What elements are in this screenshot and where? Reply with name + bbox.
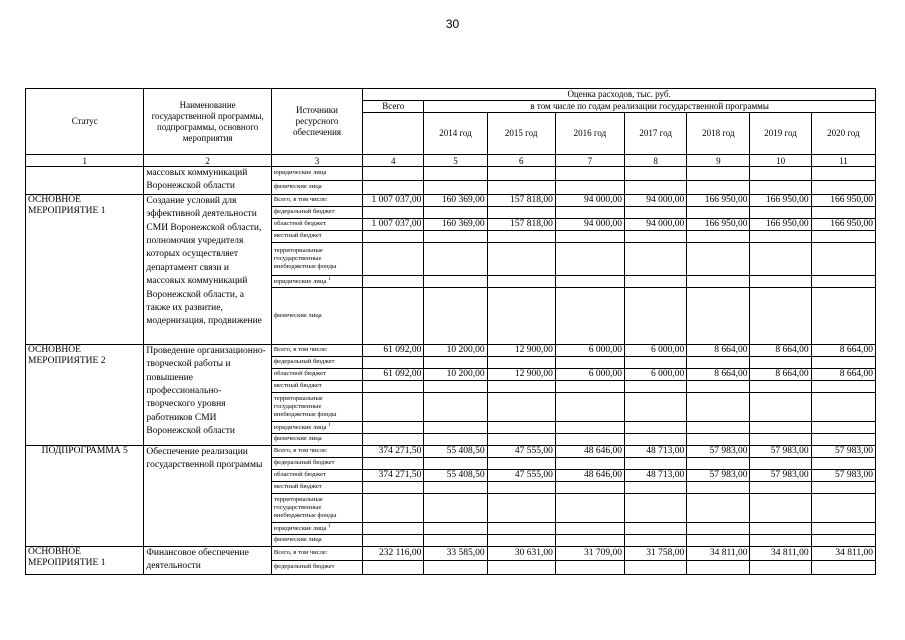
value-cell bbox=[750, 287, 811, 344]
value-cell bbox=[687, 275, 750, 287]
value-cell: 8 664,00 bbox=[687, 368, 750, 380]
value-cell bbox=[424, 380, 487, 392]
value-cell bbox=[555, 522, 624, 534]
value-cell bbox=[555, 230, 624, 242]
header-year-2018: 2018 год bbox=[687, 113, 750, 155]
value-cell bbox=[363, 230, 424, 242]
value-cell: 160 369,00 bbox=[424, 218, 487, 230]
value-cell bbox=[625, 380, 687, 392]
value-cell bbox=[487, 206, 555, 218]
value-cell bbox=[625, 392, 687, 421]
value-cell bbox=[424, 167, 487, 181]
value-cell bbox=[487, 493, 555, 522]
status-cell: ОСНОВНОЕ МЕРОПРИЯТИЕ 1 bbox=[26, 546, 144, 574]
value-cell bbox=[750, 534, 811, 546]
value-cell: 55 408,50 bbox=[424, 469, 487, 481]
col-number: 2 bbox=[144, 155, 271, 167]
value-cell bbox=[555, 421, 624, 433]
value-cell bbox=[811, 433, 875, 445]
value-cell bbox=[750, 242, 811, 275]
value-cell bbox=[687, 242, 750, 275]
source-label: местный бюджет bbox=[271, 230, 362, 242]
value-cell: 33 585,00 bbox=[424, 546, 487, 560]
value-cell bbox=[424, 433, 487, 445]
value-cell: 166 950,00 bbox=[811, 218, 875, 230]
value-cell bbox=[424, 522, 487, 534]
value-cell: 10 200,00 bbox=[424, 344, 487, 356]
value-cell bbox=[487, 421, 555, 433]
block-total-row bbox=[26, 445, 876, 457]
value-cell bbox=[687, 180, 750, 194]
value-cell bbox=[625, 522, 687, 534]
value-cell bbox=[750, 433, 811, 445]
value-cell bbox=[750, 180, 811, 194]
block-total-row bbox=[26, 194, 876, 206]
value-cell bbox=[424, 392, 487, 421]
value-cell bbox=[424, 206, 487, 218]
value-cell bbox=[625, 287, 687, 344]
value-cell bbox=[750, 481, 811, 493]
value-cell bbox=[487, 481, 555, 493]
col-number: 6 bbox=[487, 155, 555, 167]
value-cell bbox=[424, 493, 487, 522]
value-cell: 157 818,00 bbox=[487, 194, 555, 206]
value-cell bbox=[363, 522, 424, 534]
value-cell bbox=[750, 206, 811, 218]
footnote-mark: 1 bbox=[328, 277, 331, 283]
header-sources: Источники ресурсного обеспечения bbox=[271, 89, 362, 155]
block-total-row bbox=[26, 546, 876, 560]
value-cell bbox=[487, 457, 555, 469]
value-cell bbox=[687, 560, 750, 574]
header-total: Всего bbox=[363, 101, 424, 113]
value-cell: 57 983,00 bbox=[687, 445, 750, 457]
value-cell: 94 000,00 bbox=[625, 194, 687, 206]
value-cell: 94 000,00 bbox=[555, 194, 624, 206]
value-cell bbox=[487, 287, 555, 344]
header-year-2017: 2017 год bbox=[625, 113, 687, 155]
source-label: Всего, в том числе: bbox=[271, 445, 362, 457]
source-label: юридические лица $^1$ bbox=[271, 421, 362, 433]
value-cell bbox=[487, 380, 555, 392]
value-cell bbox=[363, 380, 424, 392]
block-total-row bbox=[26, 344, 876, 356]
value-cell bbox=[625, 481, 687, 493]
value-cell bbox=[687, 421, 750, 433]
header-including: в том числе по годам реализации государственной программы bbox=[424, 101, 876, 113]
value-cell: 6 000,00 bbox=[555, 368, 624, 380]
value-cell bbox=[811, 481, 875, 493]
value-cell bbox=[687, 380, 750, 392]
header-total-empty bbox=[363, 113, 424, 155]
value-cell: 1 007 037,00 bbox=[363, 218, 424, 230]
source-label: местный бюджет bbox=[271, 481, 362, 493]
header-name: Наименование государственной программы, подпрограммы, основного мероприятия bbox=[144, 89, 271, 155]
header-estimate: Оценка расходов, тыс. руб. bbox=[363, 89, 876, 101]
col-number: 4 bbox=[363, 155, 424, 167]
source-label: территориальные государственные внебюджетные фонды bbox=[271, 392, 362, 421]
source-label: физические лица bbox=[271, 534, 362, 546]
value-cell: 55 408,50 bbox=[424, 445, 487, 457]
value-cell bbox=[555, 356, 624, 368]
value-cell bbox=[811, 493, 875, 522]
value-cell bbox=[363, 287, 424, 344]
value-cell bbox=[811, 275, 875, 287]
col-number: 5 bbox=[424, 155, 487, 167]
header-row-1 bbox=[26, 89, 876, 101]
value-cell bbox=[625, 433, 687, 445]
value-cell: 166 950,00 bbox=[811, 194, 875, 206]
header-year-2015: 2015 год bbox=[487, 113, 555, 155]
value-cell: 232 116,00 bbox=[363, 546, 424, 560]
col-number: 1 bbox=[26, 155, 144, 167]
value-cell bbox=[687, 457, 750, 469]
source-label: федеральный бюджет bbox=[271, 206, 362, 218]
status-cell: ОСНОВНОЕ МЕРОПРИЯТИЕ 1 bbox=[26, 194, 144, 344]
value-cell bbox=[363, 457, 424, 469]
page-number: 30 bbox=[445, 17, 460, 31]
value-cell: 57 983,00 bbox=[811, 469, 875, 481]
value-cell: 34 811,00 bbox=[750, 546, 811, 560]
value-cell bbox=[811, 522, 875, 534]
source-label: Всего, в том числе: bbox=[271, 194, 362, 206]
value-cell bbox=[487, 534, 555, 546]
value-cell bbox=[363, 206, 424, 218]
value-cell bbox=[625, 457, 687, 469]
value-cell bbox=[625, 275, 687, 287]
program-name: Финансовое обеспечение деятельности bbox=[144, 546, 271, 574]
value-cell bbox=[555, 180, 624, 194]
value-cell bbox=[363, 180, 424, 194]
value-cell: 8 664,00 bbox=[750, 344, 811, 356]
source-label: Всего, в том числе: bbox=[271, 344, 362, 356]
value-cell bbox=[750, 275, 811, 287]
value-cell bbox=[555, 167, 624, 181]
value-cell bbox=[687, 356, 750, 368]
source-label: юридические лица $^1$ bbox=[271, 275, 362, 287]
value-cell: 57 983,00 bbox=[687, 469, 750, 481]
value-cell: 166 950,00 bbox=[687, 218, 750, 230]
source-label: юридические лица $^1$ bbox=[271, 522, 362, 534]
source-label: областной бюджет bbox=[271, 218, 362, 230]
value-cell: 30 631,00 bbox=[487, 546, 555, 560]
value-cell bbox=[750, 421, 811, 433]
source-label: федеральный бюджет bbox=[271, 457, 362, 469]
value-cell bbox=[625, 421, 687, 433]
source-label: территориальные государственные внебюджетные фонды bbox=[271, 242, 362, 275]
header-year-2014: 2014 год bbox=[424, 113, 487, 155]
value-cell: 48 713,00 bbox=[625, 445, 687, 457]
value-cell bbox=[555, 380, 624, 392]
value-cell bbox=[487, 230, 555, 242]
value-cell: 6 000,00 bbox=[625, 344, 687, 356]
value-cell: 12 900,00 bbox=[487, 344, 555, 356]
value-cell bbox=[363, 421, 424, 433]
value-cell: 8 664,00 bbox=[687, 344, 750, 356]
header-year-2016: 2016 год bbox=[555, 113, 624, 155]
value-cell bbox=[487, 167, 555, 181]
value-cell: 157 818,00 bbox=[487, 218, 555, 230]
source-label: местный бюджет bbox=[271, 380, 362, 392]
col-number: 3 bbox=[271, 155, 362, 167]
value-cell: 48 713,00 bbox=[625, 469, 687, 481]
footnote-mark: 1 bbox=[328, 423, 331, 429]
value-cell bbox=[750, 392, 811, 421]
value-cell bbox=[811, 457, 875, 469]
value-cell: 1 007 037,00 bbox=[363, 194, 424, 206]
col-number: 9 bbox=[687, 155, 750, 167]
value-cell bbox=[687, 230, 750, 242]
value-cell bbox=[555, 534, 624, 546]
source-label: юридические лица bbox=[271, 167, 362, 181]
value-cell bbox=[625, 534, 687, 546]
value-cell: 94 000,00 bbox=[555, 218, 624, 230]
value-cell bbox=[363, 493, 424, 522]
program-name: Создание условий для эффективной деятельности СМИ Воронежской области, полномочия учредителя которых осуществляет департамент связи и массовых коммуникаций Воронежской области, а также их развитие, модернизация, продвижение bbox=[144, 194, 271, 344]
value-cell: 48 646,00 bbox=[555, 469, 624, 481]
value-cell bbox=[750, 167, 811, 181]
value-cell bbox=[363, 560, 424, 574]
value-cell: 34 811,00 bbox=[687, 546, 750, 560]
value-cell bbox=[555, 493, 624, 522]
value-cell: 57 983,00 bbox=[811, 445, 875, 457]
value-cell: 8 664,00 bbox=[811, 344, 875, 356]
value-cell bbox=[811, 167, 875, 181]
value-cell bbox=[555, 392, 624, 421]
header-status: Статус bbox=[26, 89, 144, 155]
value-cell: 31 709,00 bbox=[555, 546, 624, 560]
source-label: Всего, в том числе: bbox=[271, 546, 362, 560]
value-cell: 12 900,00 bbox=[487, 368, 555, 380]
value-cell bbox=[487, 560, 555, 574]
value-cell: 166 950,00 bbox=[687, 194, 750, 206]
value-cell bbox=[424, 180, 487, 194]
value-cell: 57 983,00 bbox=[750, 445, 811, 457]
value-cell bbox=[424, 356, 487, 368]
value-cell bbox=[555, 287, 624, 344]
source-label: федеральный бюджет bbox=[271, 356, 362, 368]
value-cell: 10 200,00 bbox=[424, 368, 487, 380]
source-label: физические лица bbox=[271, 433, 362, 445]
col-number: 11 bbox=[811, 155, 875, 167]
value-cell: 61 092,00 bbox=[363, 344, 424, 356]
value-cell bbox=[555, 242, 624, 275]
value-cell: 94 000,00 bbox=[625, 218, 687, 230]
value-cell bbox=[687, 433, 750, 445]
value-cell: 166 950,00 bbox=[750, 218, 811, 230]
value-cell bbox=[424, 275, 487, 287]
value-cell: 34 811,00 bbox=[811, 546, 875, 560]
value-cell: 57 983,00 bbox=[750, 469, 811, 481]
value-cell bbox=[487, 433, 555, 445]
value-cell bbox=[811, 356, 875, 368]
col-number: 8 bbox=[625, 155, 687, 167]
value-cell bbox=[811, 180, 875, 194]
value-cell bbox=[687, 522, 750, 534]
value-cell bbox=[687, 493, 750, 522]
value-cell: 166 950,00 bbox=[750, 194, 811, 206]
value-cell bbox=[811, 421, 875, 433]
source-label: территориальные государственные внебюджетные фонды bbox=[271, 493, 362, 522]
value-cell bbox=[687, 206, 750, 218]
value-cell bbox=[625, 242, 687, 275]
footnote-mark: 1 bbox=[328, 524, 331, 530]
value-cell bbox=[811, 242, 875, 275]
source-label: физические лица bbox=[271, 180, 362, 194]
value-cell bbox=[363, 167, 424, 181]
value-cell: 31 758,00 bbox=[625, 546, 687, 560]
header-year-2019: 2019 год bbox=[750, 113, 811, 155]
value-cell bbox=[424, 242, 487, 275]
value-cell: 8 664,00 bbox=[811, 368, 875, 380]
value-cell bbox=[687, 287, 750, 344]
value-cell bbox=[487, 275, 555, 287]
value-cell bbox=[811, 230, 875, 242]
value-cell bbox=[424, 534, 487, 546]
value-cell bbox=[487, 392, 555, 421]
value-cell bbox=[424, 421, 487, 433]
status-cell bbox=[26, 167, 144, 195]
value-cell bbox=[687, 481, 750, 493]
value-cell bbox=[625, 356, 687, 368]
value-cell bbox=[750, 380, 811, 392]
value-cell: 47 555,00 bbox=[487, 445, 555, 457]
value-cell bbox=[750, 493, 811, 522]
value-cell bbox=[363, 392, 424, 421]
value-cell bbox=[625, 560, 687, 574]
value-cell: 374 271,50 bbox=[363, 469, 424, 481]
source-label: областной бюджет bbox=[271, 368, 362, 380]
value-cell bbox=[750, 457, 811, 469]
value-cell bbox=[487, 242, 555, 275]
value-cell bbox=[555, 433, 624, 445]
value-cell bbox=[363, 242, 424, 275]
value-cell: 47 555,00 bbox=[487, 469, 555, 481]
program-name: массовых коммуникаций Воронежской области bbox=[144, 167, 271, 195]
value-cell bbox=[811, 206, 875, 218]
value-cell bbox=[555, 206, 624, 218]
value-cell bbox=[811, 392, 875, 421]
column-number-row bbox=[26, 155, 876, 167]
source-label: областной бюджет bbox=[271, 469, 362, 481]
value-cell: 6 000,00 bbox=[625, 368, 687, 380]
value-cell bbox=[750, 230, 811, 242]
value-cell bbox=[424, 457, 487, 469]
value-cell bbox=[363, 356, 424, 368]
value-cell bbox=[424, 230, 487, 242]
value-cell bbox=[750, 560, 811, 574]
value-cell bbox=[487, 356, 555, 368]
value-cell: 160 369,00 bbox=[424, 194, 487, 206]
value-cell bbox=[555, 275, 624, 287]
value-cell bbox=[811, 287, 875, 344]
value-cell bbox=[625, 167, 687, 181]
value-cell bbox=[363, 481, 424, 493]
col-number: 10 bbox=[750, 155, 811, 167]
value-cell bbox=[687, 392, 750, 421]
value-cell bbox=[625, 206, 687, 218]
value-cell bbox=[363, 534, 424, 546]
budget-table bbox=[25, 88, 876, 575]
value-cell bbox=[811, 534, 875, 546]
value-cell bbox=[363, 433, 424, 445]
value-cell: 374 271,50 bbox=[363, 445, 424, 457]
value-cell bbox=[555, 560, 624, 574]
carry-row bbox=[26, 167, 876, 181]
program-name: Обеспечение реализации государственной программы bbox=[144, 445, 271, 546]
value-cell bbox=[811, 380, 875, 392]
value-cell bbox=[750, 522, 811, 534]
value-cell: 8 664,00 bbox=[750, 368, 811, 380]
value-cell bbox=[424, 560, 487, 574]
value-cell bbox=[487, 522, 555, 534]
value-cell: 48 646,00 bbox=[555, 445, 624, 457]
value-cell: 61 092,00 bbox=[363, 368, 424, 380]
value-cell bbox=[363, 275, 424, 287]
value-cell bbox=[487, 180, 555, 194]
header-year-2020: 2020 год bbox=[811, 113, 875, 155]
source-label: физические лица bbox=[271, 287, 362, 344]
value-cell bbox=[625, 493, 687, 522]
value-cell bbox=[625, 180, 687, 194]
value-cell: 6 000,00 bbox=[555, 344, 624, 356]
value-cell bbox=[625, 230, 687, 242]
program-name: Проведение организационно-творческой работы и повышение профессионально-творческого уровня работников СМИ Воронежской области bbox=[144, 344, 271, 445]
value-cell bbox=[424, 481, 487, 493]
status-cell: ОСНОВНОЕ МЕРОПРИЯТИЕ 2 bbox=[26, 344, 144, 445]
value-cell bbox=[687, 167, 750, 181]
value-cell bbox=[424, 287, 487, 344]
value-cell bbox=[687, 534, 750, 546]
value-cell bbox=[750, 356, 811, 368]
source-label: федеральный бюджет bbox=[271, 560, 362, 574]
value-cell bbox=[555, 481, 624, 493]
col-number: 7 bbox=[555, 155, 624, 167]
value-cell bbox=[811, 560, 875, 574]
value-cell bbox=[555, 457, 624, 469]
status-cell: ПОДПРОГРАММА 5 bbox=[26, 445, 144, 546]
